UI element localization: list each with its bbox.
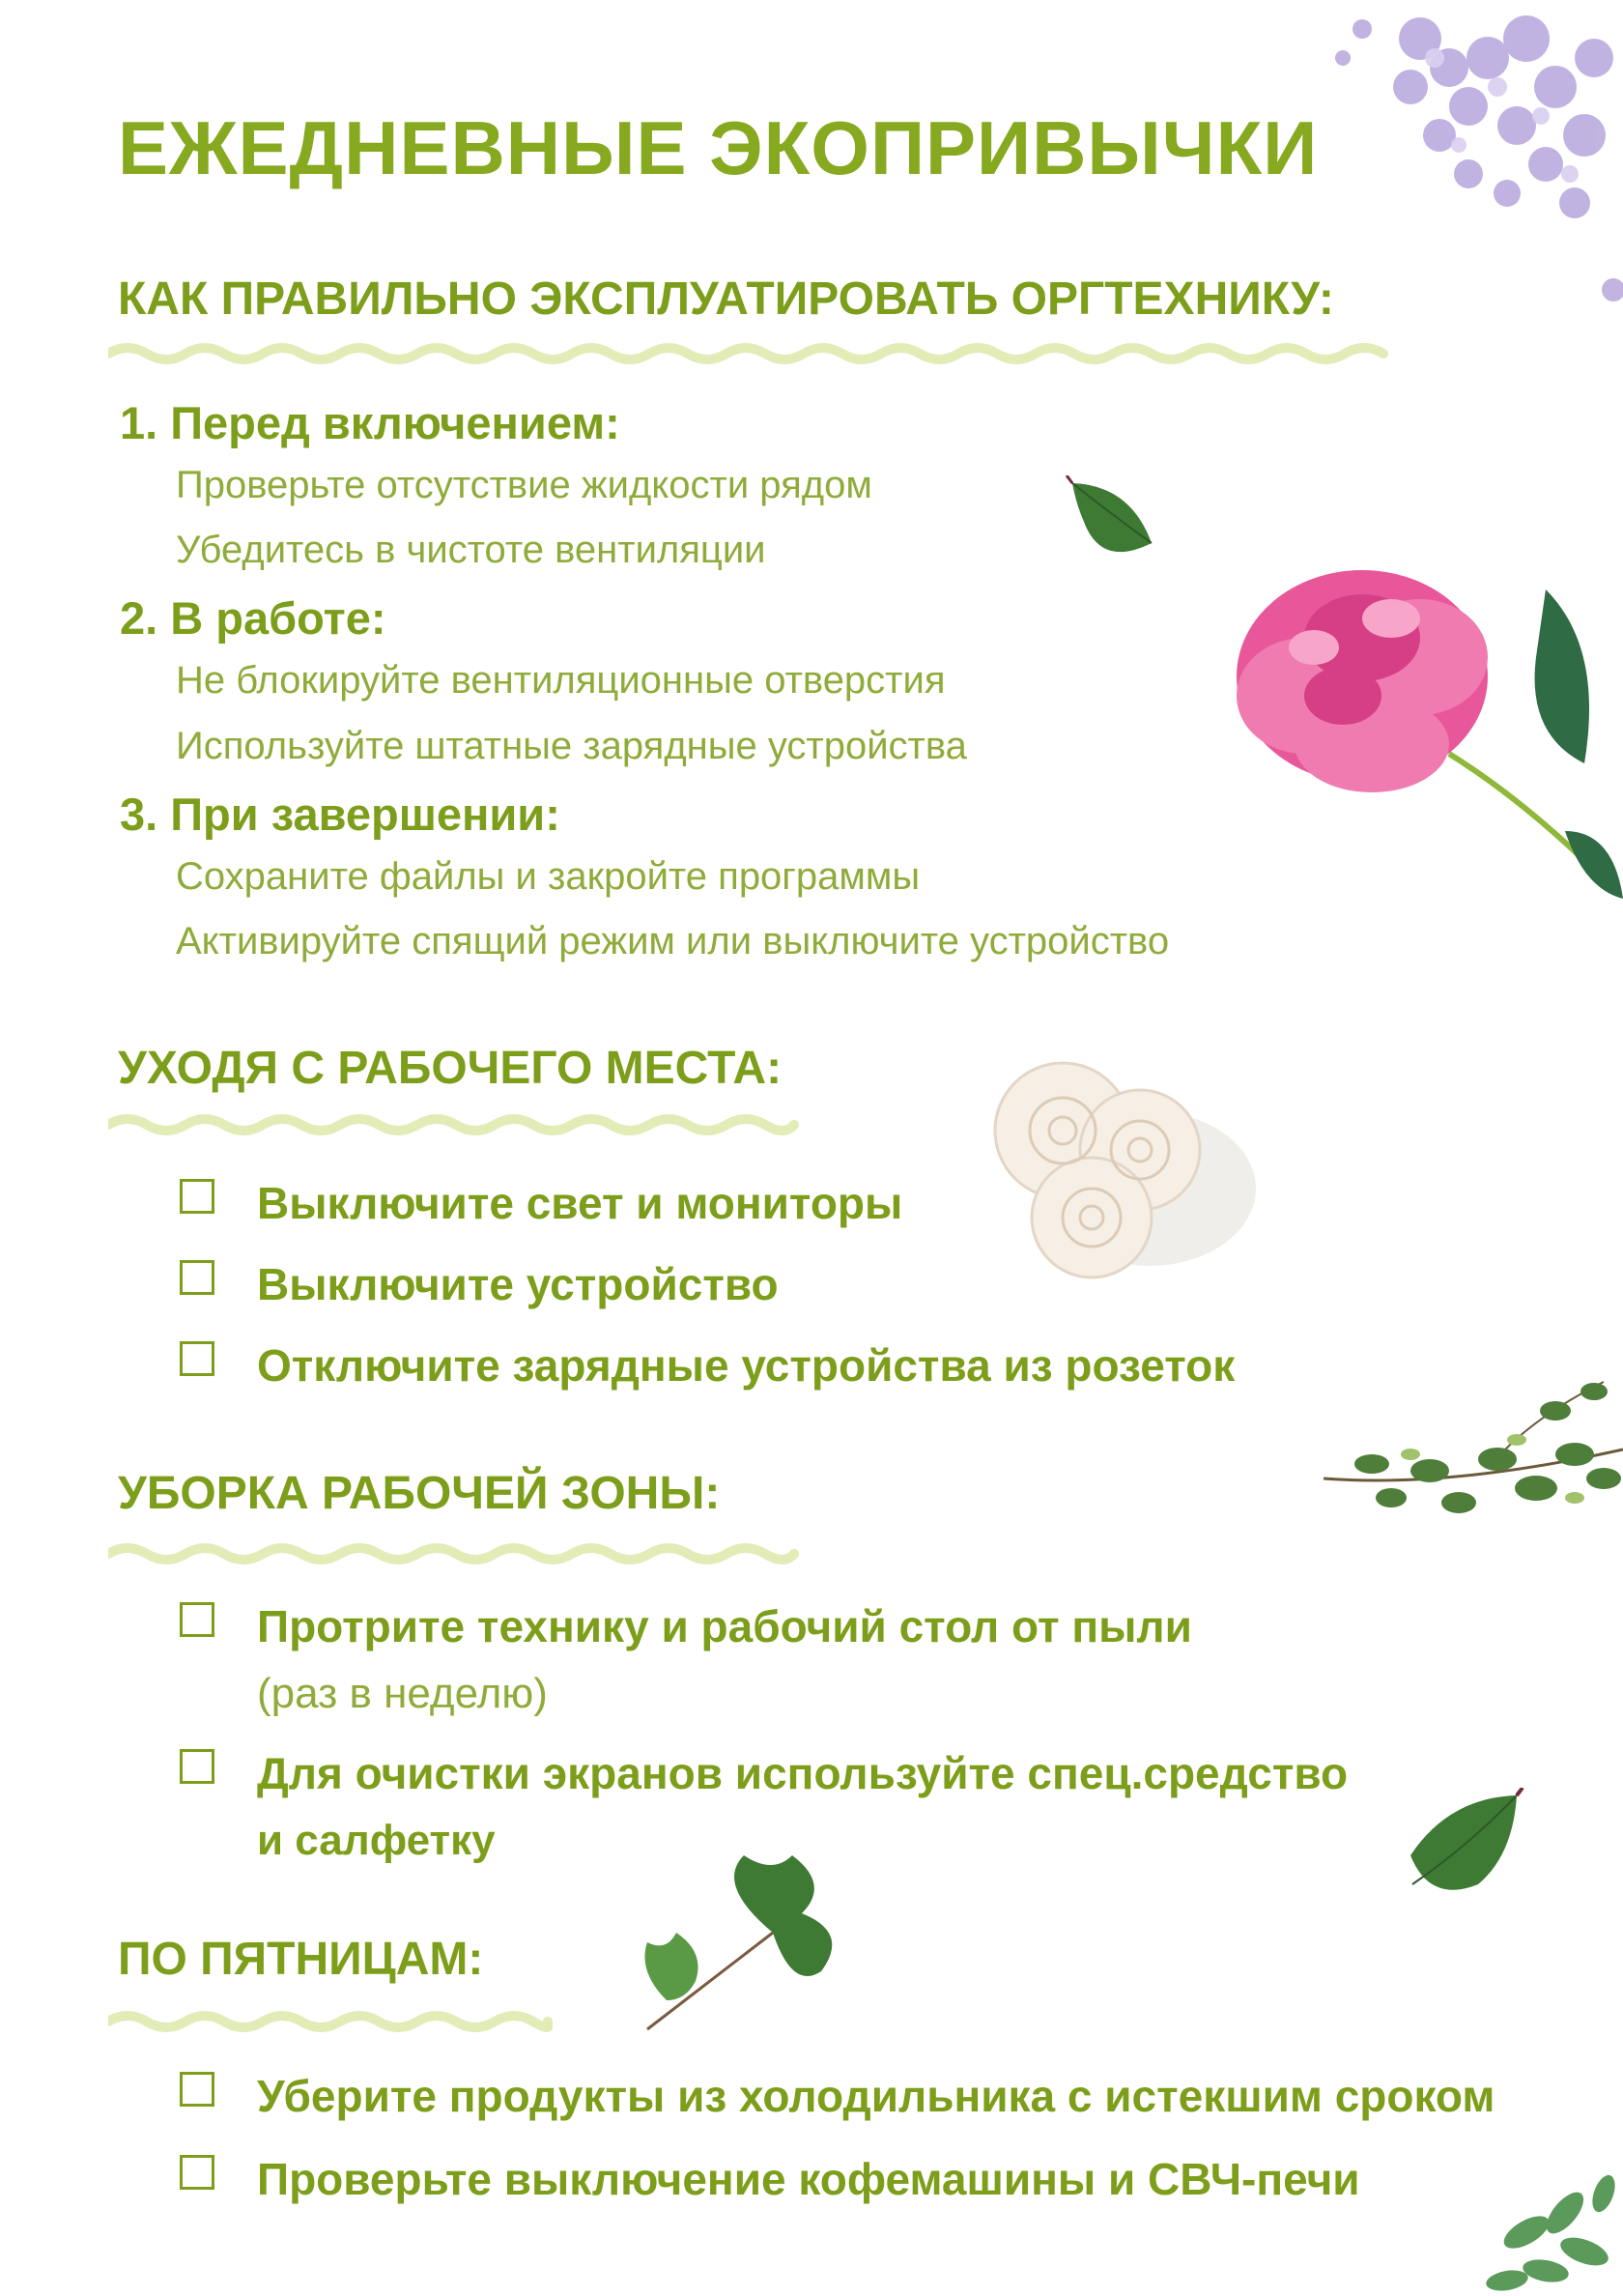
- peony-icon: [1198, 512, 1623, 918]
- checkbox[interactable]: [180, 1179, 214, 1214]
- checklist-item: [180, 1332, 1235, 1399]
- step-item: Сохраните файлы и закройте программы: [176, 855, 921, 898]
- checkbox[interactable]: [180, 2072, 214, 2107]
- wisteria-icon: [1304, 0, 1623, 319]
- leaf-icon: [1063, 475, 1159, 572]
- wavy-underline-cleaning: [108, 1540, 804, 1567]
- page-title: ЕЖЕДНЕВНЫЕ ЭКОПРИВЫЧКИ: [118, 105, 1319, 190]
- step-title: 3. При завершении:: [120, 789, 560, 840]
- eucalyptus-icon: [1314, 1363, 1623, 1556]
- section-heading-equipment: КАК ПРАВИЛЬНО ЭКСПЛУАТИРОВАТЬ ОРГТЕХНИКУ:: [118, 273, 1334, 325]
- checklist-item: [180, 1593, 1192, 1728]
- step-item: Используйте штатные зарядные устройства: [176, 725, 967, 767]
- checkbox[interactable]: [180, 1341, 214, 1376]
- checklist-item-text: Уберите продукты из холодильника с истекшим сроком: [257, 2071, 1495, 2121]
- checklist-item-text: Выключите устройство: [257, 1259, 779, 1309]
- ivy-leaf-icon: [628, 1846, 860, 2039]
- step-item: Активируйте спящий режим или выключите устройство: [176, 920, 1170, 962]
- checkbox[interactable]: [180, 2155, 214, 2190]
- leaf-icon: [1391, 1788, 1526, 1913]
- plant-icon: [1468, 2145, 1623, 2296]
- checklist-item-text: [257, 1739, 1348, 1875]
- step-item: Не блокируйте вентиляционные отверстия: [176, 659, 946, 702]
- white-roses-icon: [956, 1044, 1275, 1285]
- wavy-underline-equipment: [108, 340, 1403, 367]
- step-item: Убедитесь в чистоте вентиляции: [176, 529, 766, 571]
- checklist-item-note: (раз в неделю): [257, 1670, 548, 1717]
- checklist-item: [180, 1169, 902, 1237]
- wavy-underline-fridays: [108, 2008, 553, 2035]
- checklist-item: [180, 1250, 779, 1318]
- checklist-item-text: Выключите свет и мониторы: [257, 1178, 903, 1228]
- step-item: Проверьте отсутствие жидкости рядом: [176, 464, 872, 506]
- section-heading-cleaning: УБОРКА РАБОЧЕЙ ЗОНЫ:: [118, 1468, 721, 1519]
- checklist-item-text: Отключите зарядные устройства из розеток: [257, 1340, 1236, 1391]
- checklist-item-text: [257, 1593, 1192, 1728]
- checklist-item: [180, 1739, 1348, 1875]
- checkbox[interactable]: [180, 1749, 214, 1784]
- checklist-item-note: и салфетку: [257, 1817, 496, 1864]
- step-title: 2. В работе:: [120, 592, 386, 644]
- checklist-item: [180, 2062, 1495, 2130]
- step-title: 1. Перед включением:: [120, 397, 620, 448]
- checklist-item-text: Проверьте выключение кофемашины и СВЧ-печи: [257, 2154, 1360, 2204]
- section-heading-fridays: ПО ПЯТНИЦАМ:: [118, 1934, 484, 1985]
- section-heading-leaving: УХОДЯ С РАБОЧЕГО МЕСТА:: [118, 1043, 783, 1094]
- checklist-item: [180, 2145, 1360, 2213]
- checkbox[interactable]: [180, 1602, 214, 1637]
- checklist-item-main: Протрите технику и рабочий стол от пыли: [257, 1601, 1192, 1651]
- checkbox[interactable]: [180, 1260, 214, 1295]
- wavy-underline-leaving: [108, 1111, 804, 1138]
- checklist-item-main: Для очистки экранов используйте спец.средство: [257, 1748, 1349, 1798]
